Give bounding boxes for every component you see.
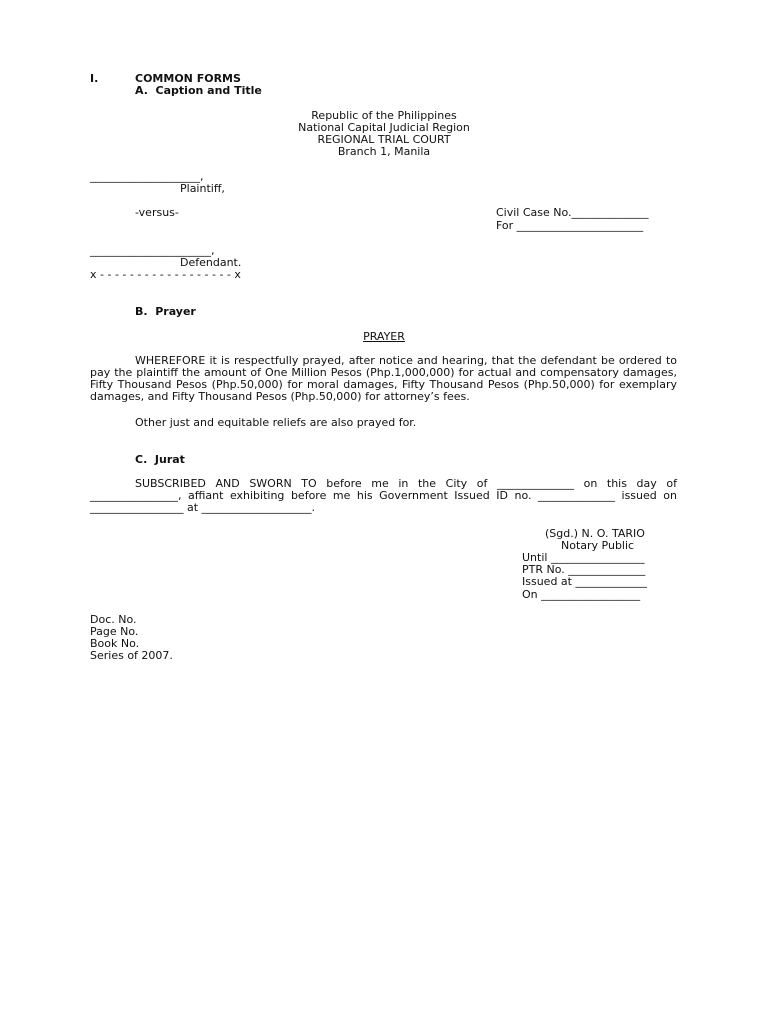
notary-until: Until _________________ [522,551,645,564]
civil-case-number: Civil Case No.______________ [496,206,649,219]
prayer-paragraph: WHEREFORE it is respectfully prayed, after notice and hearing, that the defendant be ordered to pay the plaintiff the amount of One Million Pesos (Php.1,000,000) for actual and compensatory damages, Fifty Thousand Pesos (Php.50,000) for moral damages, Fifty Thousand Pesos (Php.50,000) for exemplary damages, and Fifty Thousand Pesos (Php.50,000) for attorney’s fees. [90,354,677,403]
court-line-4: Branch 1, Manila [337,145,431,158]
caption-heading: A. Caption and Title [135,84,262,97]
prayer-reliefs: Other just and equitable reliefs are also prayed for. [135,416,417,429]
caption-separator: x - - - - - - - - - - - - - - - - - - x [90,268,241,281]
defendant-blank: ______________________, [90,244,215,257]
notary-signatory: (Sgd.) N. O. TARIO [545,527,645,540]
notary-issued-at: Issued at _____________ [522,575,647,588]
doc-no: Doc. No. [90,613,137,626]
jurat-paragraph: SUBSCRIBED AND SWORN TO before me in the City of ______________ on this day of ________________, affiant exhibiting before me his Government Issued ID no. ______________ issued on _________________ at ____________________. [90,477,677,514]
versus-label: -versus- [135,206,179,219]
section-number: I. [90,72,99,85]
section-title: COMMON FORMS [135,72,241,85]
court-line-2: National Capital Judicial Region [298,121,470,134]
series-year: Series of 2007. [90,649,173,662]
page-no: Page No. [90,625,139,638]
prayer-title: PRAYER [363,330,405,343]
court-line-3: REGIONAL TRIAL COURT [317,133,451,146]
notary-on: On __________________ [522,588,641,601]
plaintiff-blank: ____________________, [90,170,204,183]
book-no: Book No. [90,637,140,650]
prayer-heading: B. Prayer [135,305,196,318]
notary-ptr: PTR No. ______________ [522,563,646,576]
defendant-label: Defendant. [180,256,242,269]
jurat-heading: C. Jurat [135,453,185,466]
notary-title: Notary Public [561,539,635,552]
court-line-1: Republic of the Philippines [311,109,457,122]
case-for-line: For _______________________ [496,219,644,232]
plaintiff-label: Plaintiff, [180,182,225,195]
